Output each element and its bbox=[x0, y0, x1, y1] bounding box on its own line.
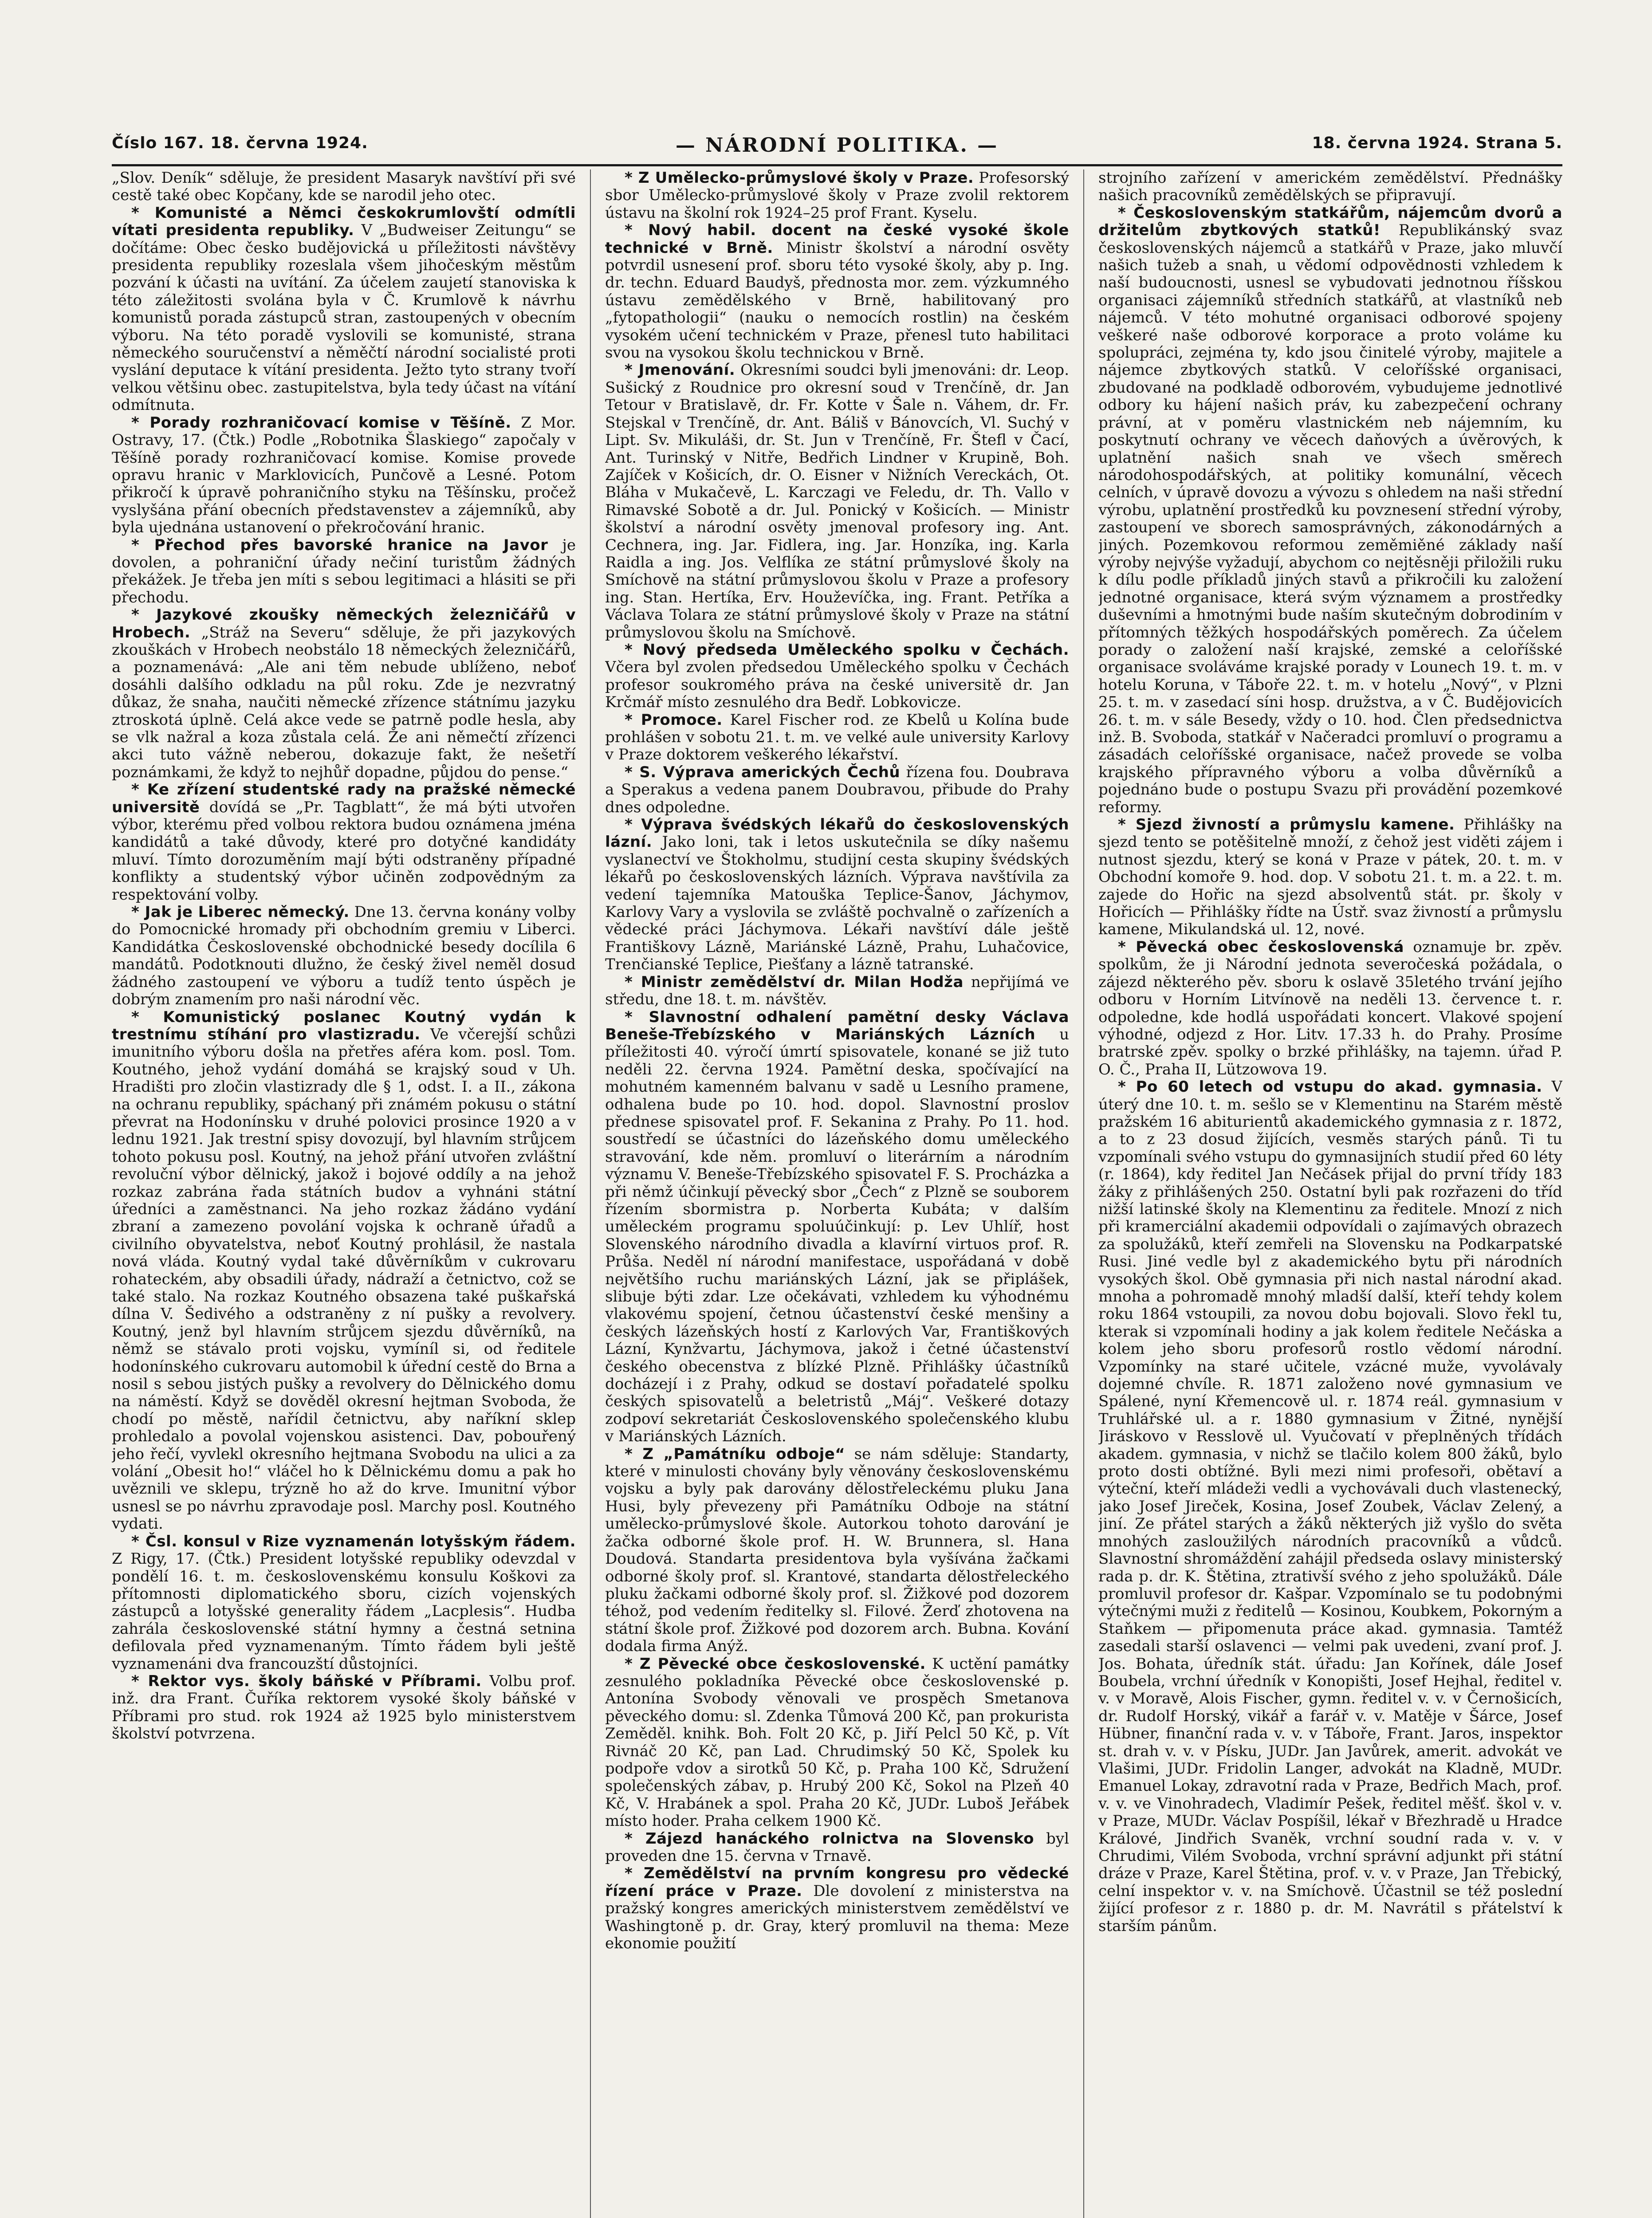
news-item bbox=[1098, 939, 1562, 1078]
news-item-body: řízena fou. Doubrava a Sperakus a vedena panem Doubravou, přibude do Prahy dnes odpoledne. bbox=[605, 763, 1069, 816]
news-item-headline: * Jak je Liberec německý. bbox=[131, 903, 350, 921]
news-item bbox=[605, 362, 1069, 641]
news-item-headline: * Z „Památníku odboje“ bbox=[625, 1445, 846, 1463]
column-right bbox=[1098, 169, 1562, 2218]
news-item-headline: * Pěvecká obec československá bbox=[1118, 938, 1404, 956]
news-item-body: Dne 13. června konány volby do Pomocnické hromady při obchodním gremiu v Liberci. Kandidátka Československé obchodnické besedy docílila 6 mandátů. Podotknouti dlužno, že český živel neměl dosud žádného zastoupení ve výboru a tudíž tento úspěch je dobrým znamením pro naši národní věc. bbox=[112, 903, 576, 1009]
masthead-title: — NÁRODNÍ POLITIKA. — bbox=[675, 134, 999, 157]
news-item bbox=[605, 222, 1069, 362]
news-item bbox=[112, 169, 576, 204]
news-item-body: je dovolen, a pohraniční úřady nečiní turistům žádných překážek. Je třeba jen míti s sebou legitimaci a hlásiti se při přechodu. bbox=[112, 536, 576, 606]
article-columns bbox=[112, 169, 1562, 2218]
column-divider bbox=[1083, 169, 1084, 2218]
news-item-headline: * Slavnostní odhalení pamětní desky Václava Beneše-Třebízského v Mariánských Lázních bbox=[605, 1008, 1069, 1043]
news-item-body: Z Rigy, 17. (Čtk.) President lotyšské republiky odevzdal v pondělí 16. t. m. československému konsulu Koškovi za přítomnosti diplomatického sboru, cizích vojenských zástupců a lotyšské generality řádem „Lacplesis“. Hudba zahrála československé státní hymny a čestná setnina defilovala před vyznamenaným. Tímto řádem byli ještě vyznamenáni dva francouzští důstojníci. bbox=[112, 1550, 576, 1673]
news-item-body: Dle dovolení z ministerstva na pražský kongres amerických ministerstvem zemědělství ve Washingtoně p. dr. Gray, který promluvil na thema: Meze ekonomie použití bbox=[605, 1882, 1069, 1953]
news-item-body: „Stráž na Severu“ sděluje, že při jazykových zkouškách v Hrobech neobstálo 18 německých železničářů, a poznamenává: „Ale ani těm nebude ublíženo, neboť dosáhli dalšího odkladu na půl roku. Zde je nezvratný důkaz, že snaha, naučiti německé zřízence státnímu jazyku ztroskotá úplně. Celá akce vede se patrně podle hesla, aby se vlk nažral a koza zůstala celá. Že ani němečtí zřízenci akci tuto vážně neberou, dokazuje fakt, že nešetří poznámkami, že když to nejhůř dopadne, půjdou do pense.“ bbox=[112, 623, 576, 781]
news-item-headline: * Z Umělecko-průmyslové školy v Praze. bbox=[625, 169, 974, 187]
news-item-headline: * Z Pěvecké obce československé. bbox=[625, 1655, 926, 1673]
news-item-headline: * Jazykové zkoušky německých železničářů v Hrobech. bbox=[112, 606, 576, 641]
news-item bbox=[112, 537, 576, 607]
news-item bbox=[112, 204, 576, 414]
column-left bbox=[112, 169, 576, 2218]
news-item bbox=[605, 974, 1069, 1009]
news-item-body: Ve včerejší schůzi imunitního výboru došla na přetřes aféra kom. posl. Tom. Koutného, jehož vydání domáhá se krajský soud v Uh. Hradišti pro zločin vlastizrady dle § 1, odst. I. a II., zákona na ochranu republiky, spáchaný při známém pokusu o státní převrat na Hodonínsku v druhé polovici prosince 1920 a v lednu 1921. Jak trestní spisy dovozují, byl hlavním strůjcem tohoto pokusu posl. Koutný, na jehož přání utvořen zvláštní revoluční výbor dělnický, jakož i bojové oddíly a na jehož rozkaz zabrána řada státních budov a vyhnáni státní úředníci a zaměstnanci. Na jeho rozkaz žádáno vydání zbraní a zamezeno povolání vojska k ochraně úřadů a civilního obyvatelstva, neboť Koutný prohlásil, že nastala nová vláda. Koutný vydal také důvěrníkům v cukrovaru rohateckém, aby obsadili úřady, nádraží a četnictvo, což se také stalo. Na rozkaz Koutného obsazena také puškařská dílna V. Šedivého a odstraněny z ní pušky a revolvery. Koutný, jenž byl hlavním strůjcem sjezdu důvěrníků, na němž se stávalo proti vojsku, vymíníl si, od ředitele hodonínského cukrovaru automobil k úřední cestě do Brna a nosil s sebou jistých pušky a revolvery do Dělnického domu na náměstí. Když se dověděl okresní hejtman Svoboda, že chodí po městě, nařídil četnictvu, aby naříkní sklep prohledalo a povolal vojenskou asistenci. Dav, pobouřený jeho řečí, vyvlekl okresního hejtmana Svobodu na ulici a za volání „Obesit ho!“ vláčel ho k Dělnickému domu a pak ho uvěznili ve sklepu, trýzně ho až do krve. Imunitní výbor usnesl se po návrhu zpravodaje posl. Marchy posl. Koutného vydati. bbox=[112, 1025, 576, 1533]
news-item bbox=[605, 641, 1069, 712]
news-item-body: Profesorský sbor Umělecko-průmyslové školy v Praze zvolil rektorem ústavu na školní rok 1924–25 prof Frant. Kyselu. bbox=[605, 169, 1069, 222]
column-divider bbox=[590, 169, 591, 2218]
news-item-body: Ministr školství a národní osvěty potvrdil usnesení prof. sboru této vysoké školy, aby p. Ing. dr. techn. Eduard Baudyš, přednosta mor. zem. výzkumného ústavu zemědělského v Brně, habilitovaný pro „fytopathologii“ (nauku o nemocích rostlin) na českém vysokém učení technickém v Praze, přenesl tuto habilitaci svou na vysokou školu technickou v Brně. bbox=[605, 239, 1069, 362]
news-item-body: Okresními soudci byli jmenováni: dr. Leop. Sušický z Roudnice pro okresní soud v Trenčíně, dr. Jan Tetour v Bratislavě, dr. Fr. Kotte v Šale n. Váhem, dr. Fr. Stejskal v Trenčíně, dr. Ant. Báliš v Bánovcích, Vl. Suchý v Lipt. Sv. Mikuláši, dr. St. Jun v Trenčíně, Fr. Štefl v Čací, Ant. Turinský v Nitře, Bedřich Lindner v Krupině, Boh. Zajíček v Košicích, dr. O. Eisner v Nižních Vereckách, Ot. Bláha v Mukačevě, L. Karczagi ve Feledu, dr. Th. Vallo v Rimavské Sobotě a dr. Jul. Ponický v Košicích. — Ministr školství a národní osvěty jmenoval profesory ing. Ant. Cechnera, ing. Jar. Fidlera, ing. Jar. Honzíka, ing. Karla Raidla a ing. Jos. Velflíka ze státní průmyslové školy na Smíchově na státní průmyslovou školu v Praze a profesory ing. Stan. Hertíka, Erv. Houževíčka, ing. Frant. Petříka a Václava Tolara ze státní průmyslové školy v Praze na státní průmyslovou školu na Smíchově. bbox=[605, 361, 1069, 641]
news-item-body: se nám sděluje: Standarty, které v minulosti chovány byly věnovány československému vojsku a byly pak darovány dělostřeleckému pluku Jana Husi, byly převezeny při Památníku Odboje na státní umělecko-průmyslové škole. Autorkou tohoto darování je žačka odborné škole prof. H. W. Brunnera, sl. Hana Doudová. Standarta presidentova byla vyšívána žačkami odborné školy prof. sl. Krantové, standarta dělostřeleckého pluku žačkami odborné školy prof. sl. Žižkové pod dozorem téhož, pod vedením ředitelky sl. Filové. Žerď zhotovena na státní škole prof. Žižkové pod dozorem arch. Bubna. Kování dodala firma Anýž. bbox=[605, 1445, 1069, 1656]
news-item bbox=[1098, 204, 1562, 816]
news-item-body: oznamuje br. zpěv. spolkům, že ji Národní jednota severočeská požádala, o zájezd některého pěv. sboru k oslavě 35letého trvání jejího odboru v Horním Litvínově na neděli 13. července t. r. odpoledne, kde hodlá uspořádati koncert. Vlakové spojení výhodné, odjezd z Hor. Litv. 17.33 h. do Prahy. Prosíme bratrské zpěv. spolky o brzké přihlášky, na tajemn. úřad P. O. Č., Praha II, Lützowova 19. bbox=[1098, 938, 1562, 1078]
news-item-headline: * Ke zřízení studentské rady na pražské německé universitě bbox=[112, 781, 576, 816]
news-item bbox=[605, 1656, 1069, 1830]
news-item-headline: * Promoce. bbox=[625, 711, 723, 729]
news-item-body: Karel Fischer rod. ze Kbelů u Kolína bude prohlášen v sobotu 21. t. m. ve velké aule university Karlovy v Praze doktorem veškerého lékařství. bbox=[605, 711, 1069, 764]
news-item bbox=[605, 1009, 1069, 1446]
news-item-body: Republikánský svaz československých nájemců a statkářů v Praze, jako mluvčí našich tužeb a snah, u vědomí odpovědnosti vzhledem k naší budoucnosti, usnesl se vybudovati jednotnou říšskou organisaci zájemníků středních statkářů, at vlastníků neb nájemců. V této mohutné organisaci odborové spojeny veškeré naše odborové korporace a proto voláme ku spolupráci, zejména ty, kdo jsou činitelé výroby, majitele a nájemce zbytkových statků. V celoříšské organisaci, zbudované na podkladě odborovém, vybudujeme jednotlivé odbory ku hájení našich práv, ku zabezpečení ochrany právní, at v poměru vlastnickém neb nájemním, ku poskytnutí ochrany ve věcech daňových a úvěrových, k uplatnění našich snah ve všech směrech národohospodářských, at politiky komunální, věcech celních, v úpravě dovozu a vývozu s ohledem na naši střední výrobu, uplatnění prostředků ku povznesení střední výroby, zastoupení ve sborech samosprávných, zákonodárných a jiných. Pozemkovou reformou zeměmiěné základy naší výroby nejvýše vyžadují, abychom co nejtěsněji přiložili ruku k dílu podle příkladů jiných stavů a přikročili ku založení jednotné organisace, která svým významem a prostředky duševními a hmotnými bude naším skutečným dobrodiním v přítomných těžkých hospodářských poměrech. Za účelem porady o založení naší krajské, zemské a celoříšské organisace svoláváme krajské porady v Lounech 19. t. m. v hotelu Koruna, v Táboře 22. t. m. v hotelu „Nový“, v Plzni 25. t. m. v zasedací síni hosp. družstva, a v Č. Budějovicích 26. t. m. v sále Besedy, vždy o 10. hod. Člen předsednictva inž. B. Svoboda, statkář v Načeradci promluví o programu a zásadách celoříšské organisace, načež provede se volba krajského přípravného výboru a volba důvěrníků a pojednáno bude o postupu Svazu při provádění pozemkové reformy. bbox=[1098, 221, 1562, 816]
news-item-body: strojního zařízení v americkém zemědělství. Přednášky našich pracovníků zemědělských se připravují. bbox=[1098, 169, 1562, 204]
news-item-headline: * Zájezd hanáckého rolnictva na Slovensko bbox=[625, 1829, 1034, 1848]
news-item-headline: * Přechod přes bavorské hranice na Javor bbox=[131, 536, 548, 554]
news-item-body: „Slov. Deník“ sděluje, že president Masaryk navštíví při své cestě také obec Kopčany, kde se narodil jeho otec. bbox=[112, 169, 576, 204]
news-item bbox=[112, 781, 576, 904]
column-middle bbox=[605, 169, 1069, 2218]
news-item bbox=[112, 414, 576, 537]
news-item bbox=[605, 1865, 1069, 1952]
news-item-body: byl proveden dne 15. června v Trnavě. bbox=[605, 1829, 1069, 1865]
news-item-body: Z Mor. Ostravy, 17. (Čtk.) Podle „Robotnika Šlaskiego“ započaly v Těšíně porady rozhraničovací komise. Komise provede opravu hranic v Marklovicích, Punčově a Lesné. Potom přikročí k úpravě pohraničního styku na Těšínsku, pročež vyslyšána přání obecních představenstev a zájemníků, aby byla ujednána ustanovení o překročování hranic. bbox=[112, 413, 576, 537]
news-item-headline: * Výprava švédských lékařů do československých lázní. bbox=[605, 816, 1069, 851]
news-item-body: Přihlášky na sjezd tento se potěšitelně množí, z čehož jest viděti zájem i nutnost sjezdu, který se koná v Praze v pátek, 20. t. m. v Obchodní komoře 9. hod. dop. V sobotu 21. t. m. a 22. t. m. zajede do Hořic na sjezd absolventů stát. pr. školy v Hořicích — Přihlášky řídte na Ústř. svaz živností a průmyslu kamene, Mikulandská ul. 12, nové. bbox=[1098, 816, 1562, 939]
news-item-body: K uctění památky zesnulého pokladníka Pěvecké obce československé p. Antonína Svobody věnovali ve prospěch Smetanova pěveckého domu: sl. Zdenka Tůmová 200 Kč, pan prokurista Zeměděl. knihk. Boh. Folt 20 Kč, p. Jiří Pelcl 50 Kč, p. Vít Rivnáč 20 Kč, pan Lad. Chrudimský 50 Kč, Spolek ku podpoře vdov a sirotků 50 Kč, p. Praha 100 Kč, Sdružení společenských zábav, p. Hrubý 200 Kč, Sokol na Plzeň 40 Kč, V. Hrabánek a spol. Praha 20 Kč, JUDr. Luboš Jeřábek místo hoder. Praha celkem 1900 Kč. bbox=[605, 1655, 1069, 1830]
news-item-headline: * Ministr zemědělství dr. Milan Hodža bbox=[625, 973, 964, 991]
news-item bbox=[112, 1009, 576, 1533]
news-item-body: Volbu prof. inž. dra Frant. Čuříka rektorem vysoké školy báňské v Příbrami pro stud. rok 1924 až 1925 bylo ministerstvem školství potvrzena. bbox=[112, 1672, 576, 1743]
news-item-body: nepřijímá ve středu, dne 18. t. m. návštěv. bbox=[605, 973, 1069, 1009]
news-item-headline: * Rektor vys. školy báňské v Příbrami. bbox=[131, 1672, 482, 1690]
news-item bbox=[112, 606, 576, 781]
news-item-body: Včera byl zvolen předsedou Uměleckého spolku v Čechách profesor soukromého práva na české universitě dr. Jan Krčmář místo zesnulého dra Bedř. Lobkovicze. bbox=[605, 658, 1069, 712]
news-item-headline: * S. Výprava amerických Čechů bbox=[625, 763, 901, 781]
news-item bbox=[605, 816, 1069, 974]
news-item-headline: * Komunistický poslanec Koutný vydán k trestnímu stíhání pro vlastizradu. bbox=[112, 1008, 576, 1043]
news-item bbox=[605, 1446, 1069, 1656]
news-item-headline: * Jmenování. bbox=[625, 361, 736, 379]
news-item bbox=[112, 1533, 576, 1673]
news-item bbox=[605, 169, 1069, 222]
news-item-body: V úterý dne 10. t. m. sešlo se v Klementinu na Starém městě pražském 16 abiturientů akademického gymnasia z r. 1872, a to z 23 dosud žijících, vesměs starých pánů. Ti tu vzpomínali svého vstupu do gymnasijních studií před 60 léty (r. 1864), kdy ředitel Jan Nečásek přijal do první třídy 183 žáky z přihlášených 250. Ostatní byli pak rozřazeni do tříd nižší latinské školy na Klementinu za ředitele. Mnozí z nich při kramerciální akademii odpovídali o zajímavých obrazech za spolužáků, kteří zemřeli na Slovensku na Podkarpatské Rusi. Jiné vedle byl z akademického bytu při národních vysokých škol. Obě gymnasia při nich nastal národní akad. mnoha a pohromadě mnohý mladší další, kteří tehdy kolem roku 1864 vstoupili, za novou dobu bojovali. Slovo řekl tu, kterak si vzpomínali hodiny a jak kolem ředitele Nečáska a kolem jeho sboru profesorů rostlo vědomí národní. Vzpomínky na staré učitele, vzácné muže, vyvolávaly dojemné chvíle. R. 1871 založeno nové gymnasium ve Spálené, nyní Křemencově ul. r. 1874 reál. gymnasium v Truhlářské ul. a r. 1880 gymnasium v Žitné, nynější Jiráskovo v Resslově ul. Vyučovatí v přeplněných třídách akadem. gymnasia, v nichž se tlačilo kolem 800 žáků, bylo proto dosti obtížné. Byli mezi nimi profesoři, obětaví a výteční, kteří mládeži vedli a vychovávali duch vlastenecký, jako Josef Jireček, Kosina, Josef Zoubek, Václav Zelený, a jiní. Ze přátel starých a žáků některých již vyšlo do světa mnohých zasloužilých národních pracovníků a vůdců. Slavnostní shromáždění zahájil předseda oslavy ministerský rada p. dr. K. Štětina, ztrativší svého z jeho spolužáků. Dále promluvil profesor dr. Kašpar. Vzpomínalo se tu podobnými výtečnými muži z ředitelů — Kosinou, Koubkem, Pokorným a Staňkem — připomenuta práce akad. gymnasia. Tamtéž zasedali starší oslavenci — velmi pak uvedeni, zvaní prof. J. Jos. Bohata, úředník stát. úřadu: Jan Kořínek, dále Josef Boubela, vrchní úředník v Konopišti, Josef Hejhal, ředitel v. v. v Moravě, Alois Fischer, gymn. ředitel v. v. v Černošicích, dr. Rudolf Horský, vikář a farář v. v. Matěje v Šárce, Josef Hübner, finanční rada v. v. v Táboře, Frant. Jaros, inspektor st. drah v. v. v Písku, JUDr. Jan Javůrek, amerit. advokát ve Vlašimi, JUDr. Fridolin Langer, advokát na Kladně, MUDr. Emanuel Lokay, zdravotní rada v Praze, Bedřich Mach, prof. v. v. ve Vinohradech, Vladimír Pešek, ředitel měšť. škol v. v. v Praze, MUDr. Václav Pospíšil, lékař v Březhradě u Hradce Králové, Jindřich Svaněk, vrchní soudní rada v. v. v Chrudimi, Vilém Svoboda, vrchní správní adjunkt při státní dráze v Praze, Karel Štětina, prof. v. v. v Praze, Jan Třebický, celní inspektor v. v. na Smíchově. Účastnil se též poslední žijící profesor z r. 1880 p. dr. M. Navrátil s přátelství k starším pánům. bbox=[1098, 1078, 1562, 1935]
news-item bbox=[112, 904, 576, 1008]
news-item bbox=[1098, 169, 1562, 204]
news-item-headline: * Komunisté a Němci českokrumlovští odmítli vítati presidenta republiky. bbox=[112, 204, 576, 240]
news-item-body: V „Budweiser Zeitungu“ se dočítáme: Obec česko budějovická u příležitosti návštěvy presidenta republiky rozeslala všem jihočeským městům pozvání k účasti na uvítání. Za účelem zaujetí stanoviska k této záležitosti svolána byla v Č. Krumlově k návrhu komunistů porada zástupců stran, zastoupených v obecním výboru. Na této poradě vyslovili se komunisté, strana německého souručenství a něměčtí národní socialisté proti vyslání deputace k vítání presidenta. Ježto tyto strany tvoří velkou většinu obec. zastupitelstva, byla tedy účast na vítání odmítnuta. bbox=[112, 221, 576, 414]
news-item bbox=[605, 1830, 1069, 1865]
news-item-headline: * Čsl. konsul v Rize vyznamenán lotyšským řádem. bbox=[131, 1532, 576, 1550]
news-item bbox=[1098, 1078, 1562, 1935]
news-item bbox=[112, 1673, 576, 1743]
news-item-headline: * Po 60 letech od vstupu do akad. gymnasia. bbox=[1118, 1078, 1542, 1096]
page-header bbox=[112, 129, 1562, 166]
issue-number-date: Číslo 167. 18. června 1924. bbox=[112, 134, 368, 152]
news-item bbox=[605, 764, 1069, 816]
news-item-headline: * Československým statkářům, nájemcům dvorů a držitelům zbytkových statků! bbox=[1098, 204, 1562, 240]
news-item-headline: * Nový předseda Uměleckého spolku v Čechách. bbox=[625, 641, 1069, 659]
news-item-headline: * Nový habil. docent na české vysoké škole technické v Brně. bbox=[605, 221, 1069, 257]
news-item bbox=[1098, 816, 1562, 939]
news-item-headline: * Sjezd živností a průmyslu kamene. bbox=[1118, 816, 1455, 834]
page-number-date: 18. června 1924. Strana 5. bbox=[1312, 134, 1562, 152]
news-item-headline: * Zemědělství na prvním kongresu pro vědecké řízení práce v Praze. bbox=[605, 1864, 1069, 1900]
news-item-headline: * Porady rozhraničovací komise v Těšíně. bbox=[131, 413, 511, 432]
news-item-body: Jako loni, tak i letos uskutečnila se díky našemu vyslanectví ve Štokholmu, studijní cesta skupiny švédských lékařů po československých lázních. Výprava navštívila za vedení tajemníka Matouška Teplice-Šanov, Jáchymov, Karlovy Vary a vyslovila se zvláště pochvalně o zařízeních a vědecké práci Jáchymova. Lékaři navštíví dále ještě Františkovy Lázně, Mariánské Lázně, Prahu, Luhačovice, Trenčianské Teplice, Piešťany a lázně tatranské. bbox=[605, 833, 1069, 974]
news-item-body: dovídá se „Pr. Tagblatt“, že má býti utvořen výbor, kterému před volbou rektora budou oznámena jména kandidátů a také důvody, které pro dotyčné kandidáty mluví. Tímto dorozuměním mají býti odstraněny případné konflikty a studentský výbor učiněn zodpovědným za respektování volby. bbox=[112, 798, 576, 904]
news-item bbox=[605, 712, 1069, 764]
news-item-body: u příležitosti 40. výročí úmrtí spisovatele, konané se již tuto neděli 22. června 1924. Pamětní deska, spočívající na mohutném kamenném balvanu v sadě u Lesního pramene, odhalena bude po 10. hod. dopol. Slavnostní proslov přednese spisovatel prof. F. Sekanina z Prahy. Po 11. hod. soustředí se účastníci do lázeňského domu uměleckého stravování, kde něm. promluví o literárním a národním významu V. Beneše-Třebízského spisovatel F. S. Procházka a při němž účinkují pěvecký sbor „Čech“ z Plzně se souborem řízením sbormistra p. Norberta Kubáta; v dalším uměleckém programu spoluúčinkují: p. Lev Uhlíř, host Slovenského národního divadla a klavírní virtuos prof. R. Průša. Neděl ní národní manifestace, uspořádaná v době největšího ruchu mariánských Lázní, jak se připlášek, slibuje býti zdar. Lze očekávati, vzhledem ku výhodnému vlakovému spojení, četnou účastenství české menšiny a českých lázeňských hostí z Karlových Var, Františkových Lázní, Kynžvartu, Jáchymova, jakož i četné účastenství českého obecenstva z blízké Plzně. Přihlášky účastníků docházejí i z Prahy, odkud se dostaví pořadatelé spolku českých spisovatelů a beletristů „Máj“. Veškeré dotazy zodpoví sekretariát Československého společenského klubu v Mariánských Lázních. bbox=[605, 1025, 1069, 1446]
